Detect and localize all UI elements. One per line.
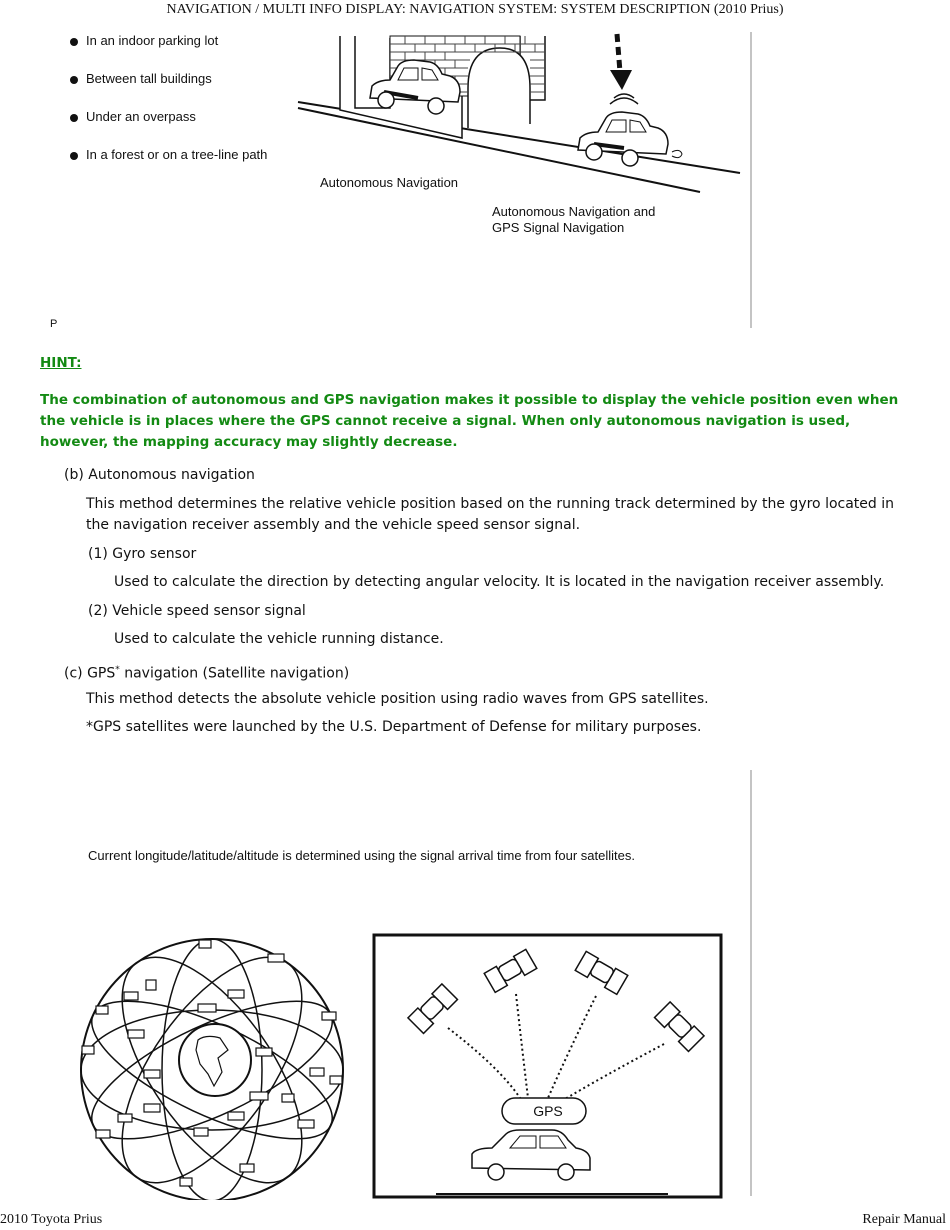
section-b1-heading: (1) Gyro sensor (88, 546, 197, 562)
section-c-heading: (c) GPS* navigation (Satellite navigation) (64, 665, 350, 682)
section-b-text: This method determines the relative vehicle position based on the running track determined by the gyro located in the navigation receiver assembly and the vehicle speed sensor signal. (86, 496, 895, 533)
gps-reception-illustration (374, 935, 721, 1197)
list-item: In an indoor parking lot (68, 33, 267, 71)
section-c-text: This method detects the absolute vehicle position using radio waves from GPS satellites. (86, 691, 709, 707)
list-item: Under an overpass (68, 109, 267, 147)
bullet-icon (70, 114, 78, 122)
hint-title: HINT: (40, 355, 82, 371)
section-b1-text: Used to calculate the direction by detecting angular velocity. It is located in the navigation receiver assembly. (114, 574, 885, 590)
satellite-constellation-illustration (74, 928, 349, 1200)
bullet-icon (70, 38, 78, 46)
section-c-note: *GPS satellites were launched by the U.S. Department of Defense for military purposes. (86, 719, 702, 735)
poor-reception-list (68, 33, 267, 185)
list-item: In a forest or on a tree-line path (68, 147, 267, 185)
combined-navigation-label-line1: Autonomous Navigation and (492, 204, 656, 219)
autonomous-navigation-label: Autonomous Navigation (320, 175, 459, 190)
figure-code: P (50, 318, 58, 330)
combined-navigation-label-line2: GPS Signal Navigation (492, 220, 625, 235)
bullet-icon (70, 76, 78, 84)
footer-left: 2010 Toyota Prius (0, 1212, 103, 1227)
section-b-heading: (b) Autonomous navigation (64, 467, 255, 483)
car-with-gps-illustration (578, 112, 682, 166)
bullet-icon (70, 152, 78, 160)
list-item: Between tall buildings (68, 71, 267, 109)
section-b2-heading: (2) Vehicle speed sensor signal (88, 603, 306, 619)
section-b2-text: Used to calculate the vehicle running distance. (114, 631, 444, 647)
page-header: NAVIGATION / MULTI INFO DISPLAY: NAVIGATION SYSTEM: SYSTEM DESCRIPTION (2010 Prius) (166, 2, 784, 17)
satellite-figure (0, 768, 760, 1200)
gps-signal-arrow (610, 34, 638, 104)
footer-right: Repair Manual (862, 1212, 946, 1227)
gps-label: GPS (533, 1103, 563, 1119)
hint-text: The combination of autonomous and GPS navigation makes it possible to display the vehicle position even when the vehicle is in places where the GPS cannot receive a signal. When only autonomous navigation is used, however, the mapping accuracy may slightly decrease. (40, 392, 899, 450)
satellite-figure-caption: Current longitude/latitude/altitude is determined using the signal arrival time from four satellites. (88, 848, 635, 863)
